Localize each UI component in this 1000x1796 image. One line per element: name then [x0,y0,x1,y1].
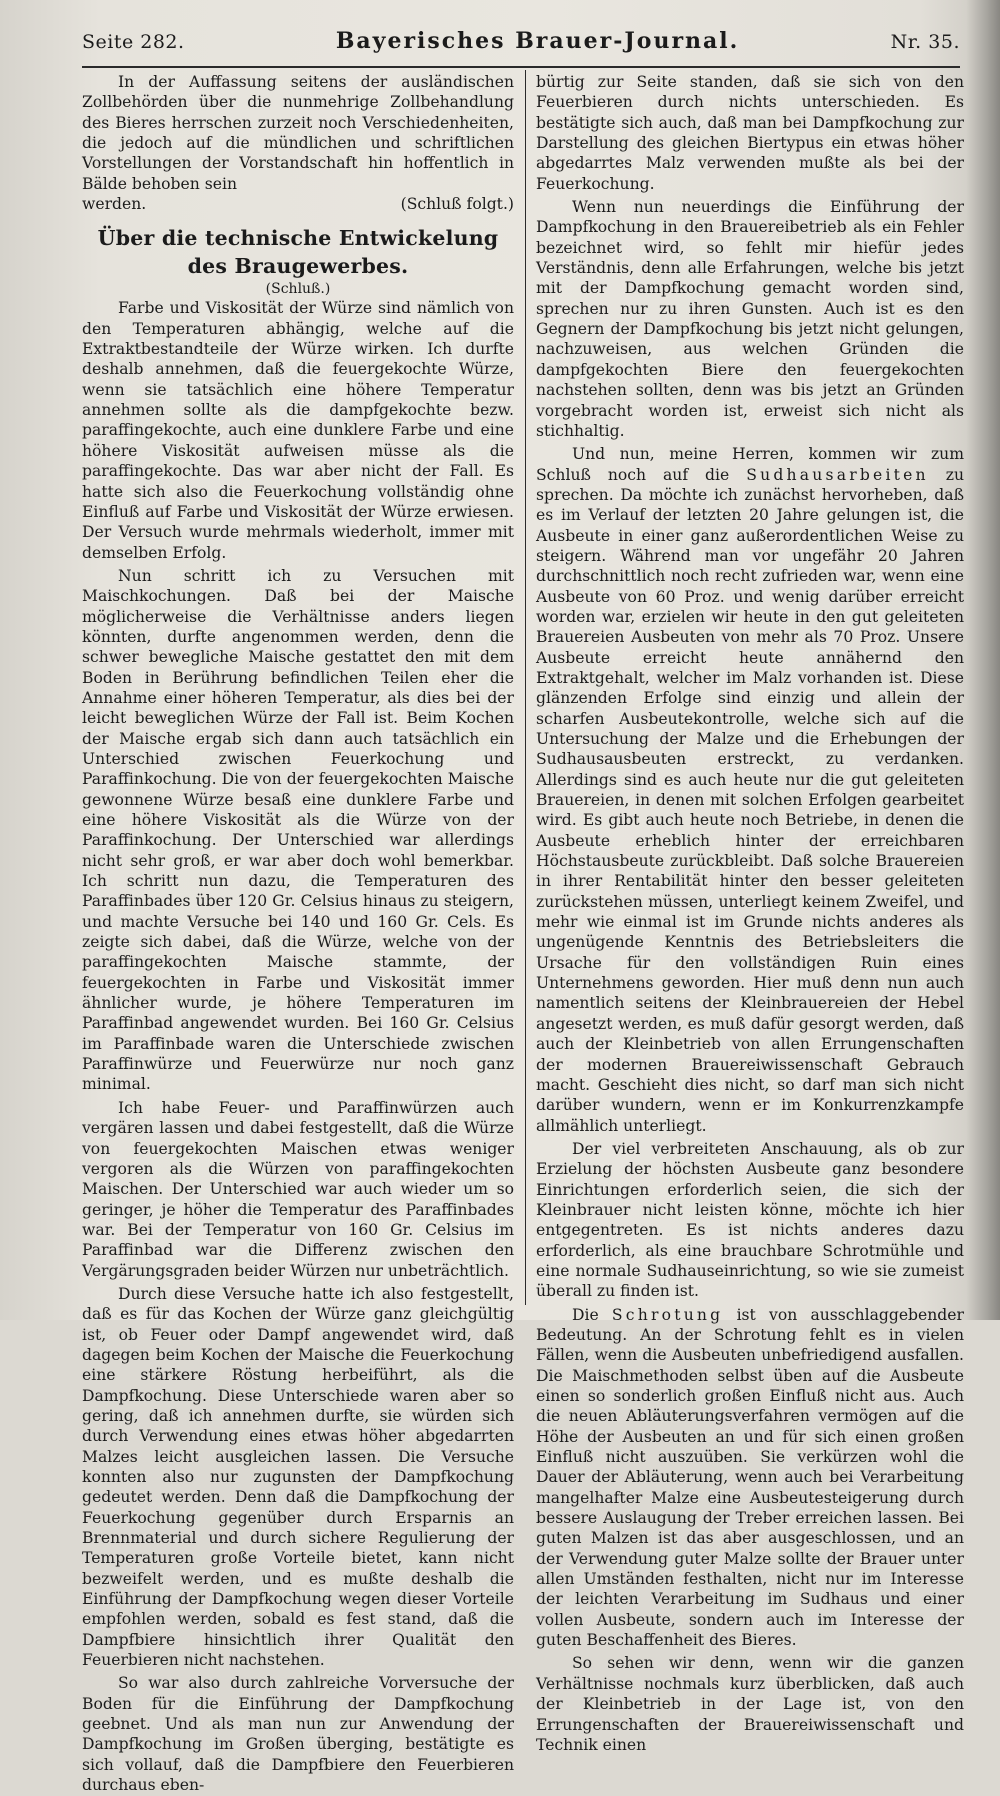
paragraph-text: zu sprechen. Da möchte ich zunächst hervorheben, daß es im Verlauf der letzten 20 Jahre gelungen ist, die Ausbeute in einer ganz außerordentlichen Weise zu steigern. Während man vor ungefähr 20 Jahren durchschnittlich noch recht zufrieden war, wenn eine Ausbeute von 60 Proz. und wenig darüber erreicht worden war, erzielen wir heute in den gut geleiteten Brauereien Ausbeuten von mehr als 70 Proz. Unsere Ausbeute erreicht heute annähernd den Extraktgehalt, welcher im Malz vorhanden ist. Diese glänzenden Erfolge sind einzig und allein der scharfen Ausbeutekontrolle, welche sich auf die Untersuchung der Malze und die Erhebungen der Sudhausausbeuten erstreckt, zu verdanken. Allerdings sind es auch heute nur die gut geleiteten Brauereien, in denen mit solchen Erfolgen gearbeitet wird. Es gibt auch heute noch Betriebe, in denen die Ausbeute erheblich hinter der erreichbaren Höchstausbeute zurückbleibt. Daß solche Brauereien in ihrer Rentabilität hinter den besser geleiteten zurückstehen müssen, unterliegt keinem Zweifel, und mehr wie einmal ist im Grunde nichts anderes als ungenügende Kenntnis des Betriebsleiters die Ursache für den vollständigen Ruin eines Unternehmens geworden. Hier muß denn nun auch namentlich seitens der Kleinbrauereien der Hebel angesetzt werden, es muß dafür gesorgt werden, daß auch der Kleinbetrieb von allen Errungenschaften der modernen Brauereiwissenschaft Gebrauch macht. Geschieht dies nicht, so darf man sich nicht darüber wundern, wenn er im Konkurrenzkampfe allmählich unterliegt. [536,465,965,1135]
paragraph-text: Und nun, meine Herren, kommen wir zum Schluß noch auf die [536,445,964,484]
article-paragraph: Der viel verbreiteten Anschauung, als ob zur Erzielung der höchsten Ausbeute ganz besondere Einrichtungen erforderlich seien, die sich der Kleinbrauer nicht leisten könne, möchte ich hier entgegentreten. Es ist nichts anderes dazu erforderlich, als eine brauchbare Schrotmühle und eine normale Sudhauseinrichtung, so wie sie zumeist überall zu finden ist. [536,1139,964,1301]
article-paragraph-continued: bürtig zur Seite standen, daß sie sich von den Feuerbieren durch nichts unterschieden. Es bestätigte sich auch, daß man bei Dampfkochung zur Darstellung des gleichen Biertypus ein etwas höher abgedarrtes Malz verwenden mußte als bei der Feuerkochung. [536,73,964,193]
journal-title: Bayerisches Brauer-Journal. [335,28,740,54]
article-paragraph: Farbe und Viskosität der Würze sind nämlich von den Temperaturen abhängig, welche auf die Extraktbestandteile der Würze wirken. Ich durfte deshalb annehmen, daß die feuergekochte Würze, wenn sie tatsächlich eine höhere Temperatur annehmen sollte als die dampfgekochte bezw. paraffingekochte, auch eine dunklere Farbe und eine höhere Viskosität aufweisen müsse als die paraffingekochte. Das war aber nicht der Fall. Es hatte sich also die Feuerkochung vollständig ohne Einfluß auf Farbe und Viskosität der Würze erwiesen. Der Versuch wurde mehrmals wiederholt, immer mit demselben Erfolg. [82,299,514,562]
article-subtitle: (Schluß.) [265,281,331,298]
left-column [82,72,514,1796]
paragraph-text: Die [572,1305,599,1324]
intro-ending [82,194,514,214]
page-gutter-shadow [966,0,1000,1320]
article-paragraph: Ich habe Feuer- und Paraffinwürzen auch vergären lassen und dabei festgestellt, daß die Würze von feuergekochten Maischen etwas weniger vergoren als die Würzen von paraffingekochten Maischen. Der Unterschied war auch wieder um so geringer, je höher die Temperatur des Paraffinbades war. Bei der Temperatur von 160 Gr. Celsius im Paraffinbad war die Differenz zwischen den Vergärungsgraden beider Würzen nur unbeträchtlich. [82,1098,514,1280]
article-paragraph [536,1305,964,1651]
article-paragraph: So war also durch zahlreiche Vorversuche der Boden für die Einführung der Dampfkochung geebnet. Und als man nun zur Anwendung der Dampfkochung im Großen überging, bestätigte es sich vollauf, daß die Dampfbiere den Feuerbieren durchaus eben- [82,1674,514,1795]
intro-last-word: werden. [82,195,147,214]
column-divider [525,70,526,1305]
article-paragraph [536,444,964,1136]
right-column [536,72,964,1755]
to-be-continued-note: (Schluß folgt.) [400,195,514,214]
article-title: Über die technische Entwickelung des Braugewerbes. [97,226,499,279]
page-header [82,28,960,64]
paragraph-text: ist von ausschlaggebender Bedeutung. An der Schrotung fehlt es in vielen Fällen, wenn die Ausbeuten unbefriedigend ausfallen. Die Maischmethoden selbst üben auf die Ausbeute einen so sonderlich großen Einfluß nicht aus. Auch die neuen Abläuterungsverfahren vermögen auf die Höhe der Ausbeuten an und für sich einen großen Einfluß nicht auszuüben. Sie verkürzen wohl die Dauer der Abläuterung, wenn auch bei Verarbeitung mangelhafter Malze eine Ausbeutesteigerung durch bessere Auslaugung der Treber erreichen lassen. Bei guten Malzen ist das aber ausgeschlossen, und an der Verwendung guter Malze sollte der Brauer unter allen Umständen festhalten, nicht nur im Interesse der leichten Verarbeitung im Sudhaus und einer vollen Ausbeute, sondern auch im Interesse der guten Beschaffenheit des Bieres. [536,1305,964,1650]
article-paragraph: Durch diese Versuche hatte ich also festgestellt, daß es für das Kochen der Würze ganz gleichgültig ist, ob Feuer oder Dampf angewendet wird, daß dagegen beim Kochen der Maische die Feuerkochung eine stärkere Röstung herbeiführt, als die Dampfkochung. Diese Unterschiede waren aber so gering, daß ich annehmen durfte, sie würden sich durch Verwendung eines etwas höher abgedarrten Malzes leicht ausgleichen lassen. Die Versuche konnten also nur zugunsten der Dampfkochung gedeutet werden. Denn daß die Dampfkochung der Feuerkochung gegenüber durch Ersparnis an Brennmaterial und durch sichere Regulierung der Temperaturen große Vorteile bietet, kann nicht bezweifelt werden, und es mußte deshalb die Einführung der Dampfkochung wegen dieser Vorteile empfohlen werden, sobald es fest stand, daß die Dampfbiere hinsichtlich ihrer Qualität den Feuerbieren nicht nachstehen. [82,1284,514,1670]
article-paragraph: Nun schritt ich zu Versuchen mit Maischkochungen. Daß bei der Maische möglicherweise die Verhältnisse anders liegen könnten, durfte angenommen werden, denn die schwer bewegliche Maische gestattet den mit dem Boden in Berührung befindlichen Teilen eher die Annahme einer höheren Temperatur, als dies bei der leicht beweglichen Würze der Fall ist. Beim Kochen der Maische ergab sich dann auch tatsächlich ein Unterschied zwischen Feuerkochung und Paraffinkochung. Die von der feuergekochten Maische gewonnene Würze besaß eine dunklere Farbe und eine höhere Viskosität als die Würze von der Paraffinkochung. Der Unterschied war allerdings nicht sehr groß, er war aber doch wohl bemerkbar. Ich schritt nun dazu, die Temperaturen des Paraffinbades über 120 Gr. Celsius hinaus zu steigern, und machte Versuche bei 140 und 160 Gr. Cels. Es zeigte sich dabei, daß die Würze, welche von der paraffingekochten Maische stammte, der feuergekochten in Farbe und Viskosität immer ähnlicher wurde, je höhere Temperaturen im Paraffinbad angewendet wurden. Bei 160 Gr. Celsius im Paraffinbade waren die Unterschiede zwischen Paraffinwürze und Feuerwürze nur noch ganz minimal. [82,566,514,1094]
intro-paragraph: In der Auffassung seitens der ausländischen Zollbehörden über die nunmehrige Zollbehandlung des Bieres herrschen zurzeit noch Verschiedenheiten, die jedoch auf die mündlichen und schriftlichen Vorstellungen der Vorstandschaft hin hoffentlich in Bälde behoben sein [82,73,514,193]
header-rule [82,66,960,68]
spaced-emphasis: Schrotung [611,1305,724,1324]
issue-number: Nr. 35. [890,31,960,53]
article-paragraph: So sehen wir denn, wenn wir die ganzen Verhältnisse nochmals kurz überblicken, daß auch der Kleinbetrieb in der Lage ist, von den Errungenschaften der Brauereiwissenschaft und Technik einen [536,1654,964,1754]
page-number: Seite 282. [82,31,185,53]
article-paragraph: Wenn nun neuerdings die Einführung der Dampfkochung in den Brauereibetrieb als ein Fehler bezeichnet wird, so fehlt mir hiefür jedes Verständnis, denn alle Erfahrungen, welche bis jetzt mit der Dampfkochung gemacht worden sind, sprechen nur zu ihren Gunsten. Auch ist es den Gegnern der Dampfkochung bis jetzt nicht gelungen, nachzuweisen, aus welchen Gründen die dampfgekochten Biere den feuergekochten nachstehen sollten, denn was bis jetzt an Gründen vorgebracht worden ist, erweist sich nicht als stichhaltig. [536,198,964,440]
spaced-emphasis: Sudhausarbeiten [746,465,929,484]
